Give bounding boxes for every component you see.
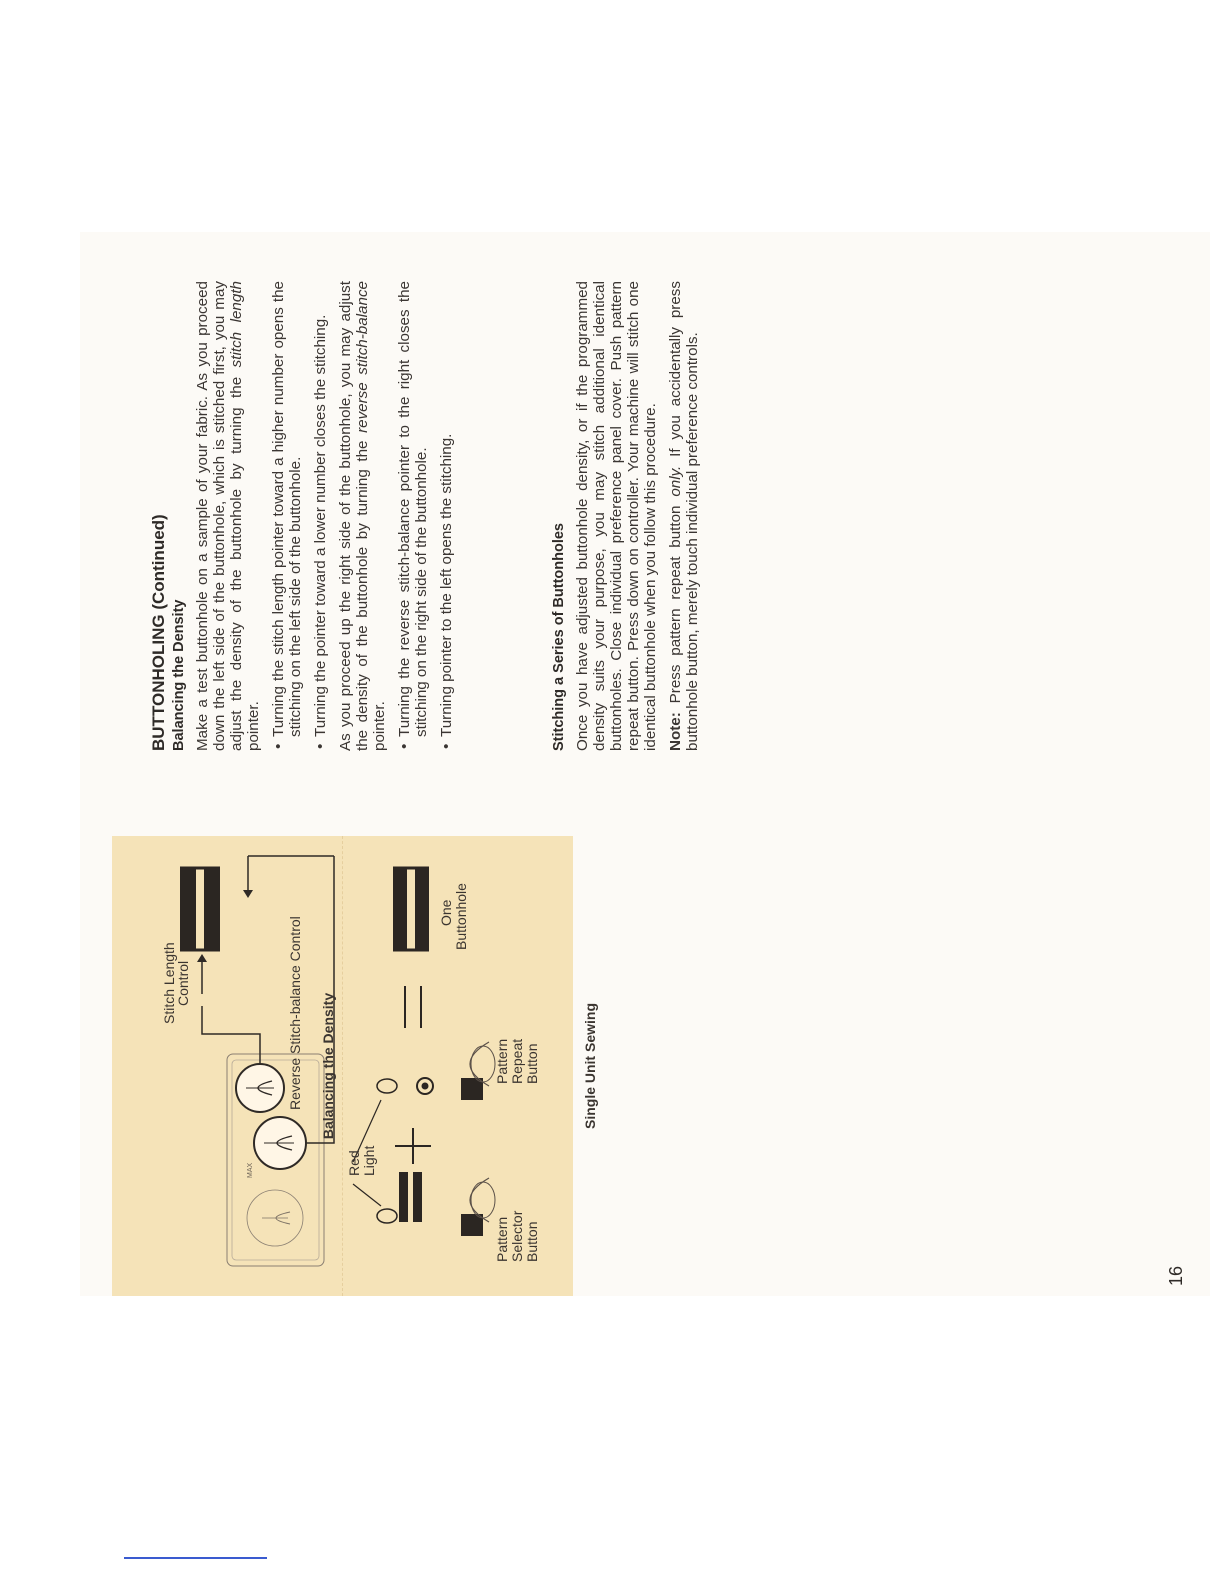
one-buttonhole-icon <box>393 868 429 950</box>
section-gap <box>463 281 551 751</box>
label-stitch-length: Stitch Length <box>161 942 177 1024</box>
text-column <box>150 281 709 751</box>
stitch-length-dial-icon <box>236 1064 284 1112</box>
svg-text:MAX: MAX <box>247 1162 254 1178</box>
figure-caption-balancing: Balancing the Density <box>320 992 336 1140</box>
small-buttonhole-icon <box>377 1172 422 1223</box>
paragraph-intro: Make a test buttonhole on a sample of your fabric. As you proceed down the left side of the buttonhole, which is stitched first, you may adjust the density of the buttonhole by turning the stitch length pointer. <box>194 281 262 751</box>
pattern-repeat-button-icon <box>461 1042 495 1100</box>
paragraph-series: Once you have adjusted buttonhole density, or if the programmed density suits your purpose, you may stitch additional identical buttonholes. Close individual preference panel cover. Push pattern repeat button. Press down on controller. Your machine will stitch one identical buttonhole when you follow this procedure. <box>574 281 659 751</box>
dial-panel-diagram <box>112 836 342 1296</box>
figure-single-unit-sewing <box>342 836 573 1296</box>
label-red-light: Red Light <box>346 1145 377 1176</box>
label-reverse-stitch-balance: Reverse Stitch-balance Control <box>287 916 303 1110</box>
list-item: • Turning the pointer toward a lower number closes the stitching. <box>312 281 329 751</box>
list-item: • Turning the stitch length pointer toward a higher number opens the stitching on the left side of the buttonhole. <box>270 281 304 751</box>
pattern-selector-button-icon <box>461 1178 495 1236</box>
buttonhole-icon <box>180 868 220 950</box>
pattern-dial-icon <box>247 1190 303 1246</box>
section-heading-balancing: Balancing the Density <box>171 599 187 751</box>
paragraph-right-side: As you proceed up the right side of the buttonhole, you may adjust the density of the buttonhole by turning the reverse stitch-balance pointer. <box>337 281 388 751</box>
list-item: • Turning pointer to the left opens the stitching. <box>438 281 455 751</box>
figure-caption-single-unit: Single Unit Sewing <box>582 1003 598 1130</box>
label-one-buttonhole: One Buttonhole <box>438 883 469 950</box>
page-number: 16 <box>1166 1265 1186 1286</box>
page-title: BUTTONHOLING (Continued) <box>149 514 168 751</box>
manual-page <box>80 232 1210 1296</box>
section-heading-series: Stitching a Series of Buttonholes <box>551 523 567 751</box>
label-control: Control <box>175 960 191 1006</box>
figure-balancing-density <box>112 836 342 1296</box>
bullet-list-reverse-balance <box>396 281 455 751</box>
red-light-icon <box>377 1078 433 1094</box>
bullet-list-stitch-length <box>270 281 329 751</box>
paragraph-note: Note: Press pattern repeat button only. If you accidentally press buttonhole button, merely touch individual preference controls. <box>667 281 701 751</box>
list-item: • Turning the reverse stitch-balance pointer to the right closes the stitching on the right side of the buttonhole. <box>396 281 430 751</box>
label-pattern-repeat-button: Pattern Repeat Button <box>494 1038 540 1084</box>
reverse-stitch-balance-dial-icon <box>247 1117 306 1178</box>
label-pattern-selector-button: Pattern Selector Button <box>494 1210 540 1262</box>
footer-rule <box>124 1557 267 1559</box>
